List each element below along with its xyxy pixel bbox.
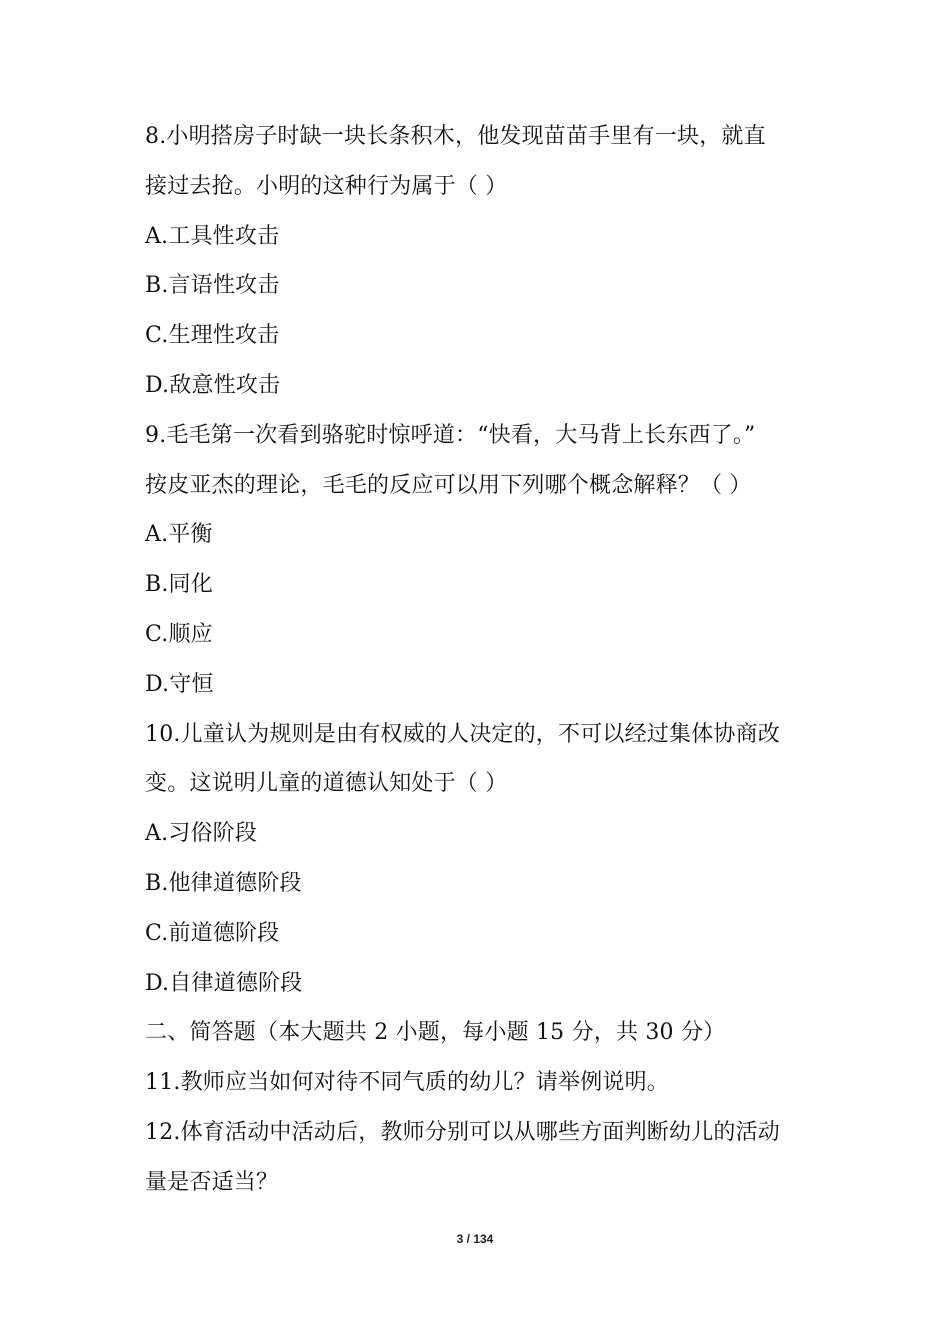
question-9-line-2: 按皮亚杰的理论，毛毛的反应可以用下列哪个概念解释？（ ） xyxy=(145,472,752,498)
question-10-line-1: 10.儿童认为规则是由有权威的人决定的，不可以经过集体协商改 xyxy=(145,721,780,747)
section-heading-short-answer: 二、简答题（本大题共 2 小题，每小题 15 分，共 30 分） xyxy=(145,1020,726,1046)
question-9-option-b: B.同化 xyxy=(145,572,213,598)
question-10-option-b: B.他律道德阶段 xyxy=(145,870,302,896)
question-8-option-b: B.言语性攻击 xyxy=(145,273,280,299)
question-8-option-a: A.工具性攻击 xyxy=(145,223,280,249)
question-9-option-a: A.平衡 xyxy=(145,522,213,548)
question-8-line-1: 8.小明搭房子时缺一块长条积木，他发现苗苗手里有一块，就直 xyxy=(145,124,766,149)
question-9-line-1: 9.毛毛第一次看到骆驼时惊呼道：“快看，大马背上长东西了。” xyxy=(145,422,756,448)
question-10-option-d: D.自律道德阶段 xyxy=(145,970,303,996)
question-9-option-d: D.守恒 xyxy=(145,671,214,697)
question-10-option-a: A.习俗阶段 xyxy=(145,821,258,847)
question-8-line-2: 接过去抢。小明的这种行为属于（ ） xyxy=(145,173,508,199)
question-10-option-c: C.前道德阶段 xyxy=(145,920,280,946)
question-8-option-c: C.生理性攻击 xyxy=(145,323,280,349)
page-content xyxy=(145,112,815,1208)
question-12-line-2: 量是否适当？ xyxy=(145,1169,279,1195)
question-11: 11.教师应当如何对待不同气质的幼儿？请举例说明。 xyxy=(145,1070,669,1096)
page-number: 3 / 134 xyxy=(456,1232,494,1246)
question-8-option-d: D.敌意性攻击 xyxy=(145,372,281,398)
question-12-line-1: 12.体育活动中活动后，教师分别可以从哪些方面判断幼儿的活动 xyxy=(145,1119,780,1145)
question-10-line-2: 变。这说明儿童的道德认知处于（ ） xyxy=(145,771,508,797)
question-9-option-c: C.顺应 xyxy=(145,621,213,647)
